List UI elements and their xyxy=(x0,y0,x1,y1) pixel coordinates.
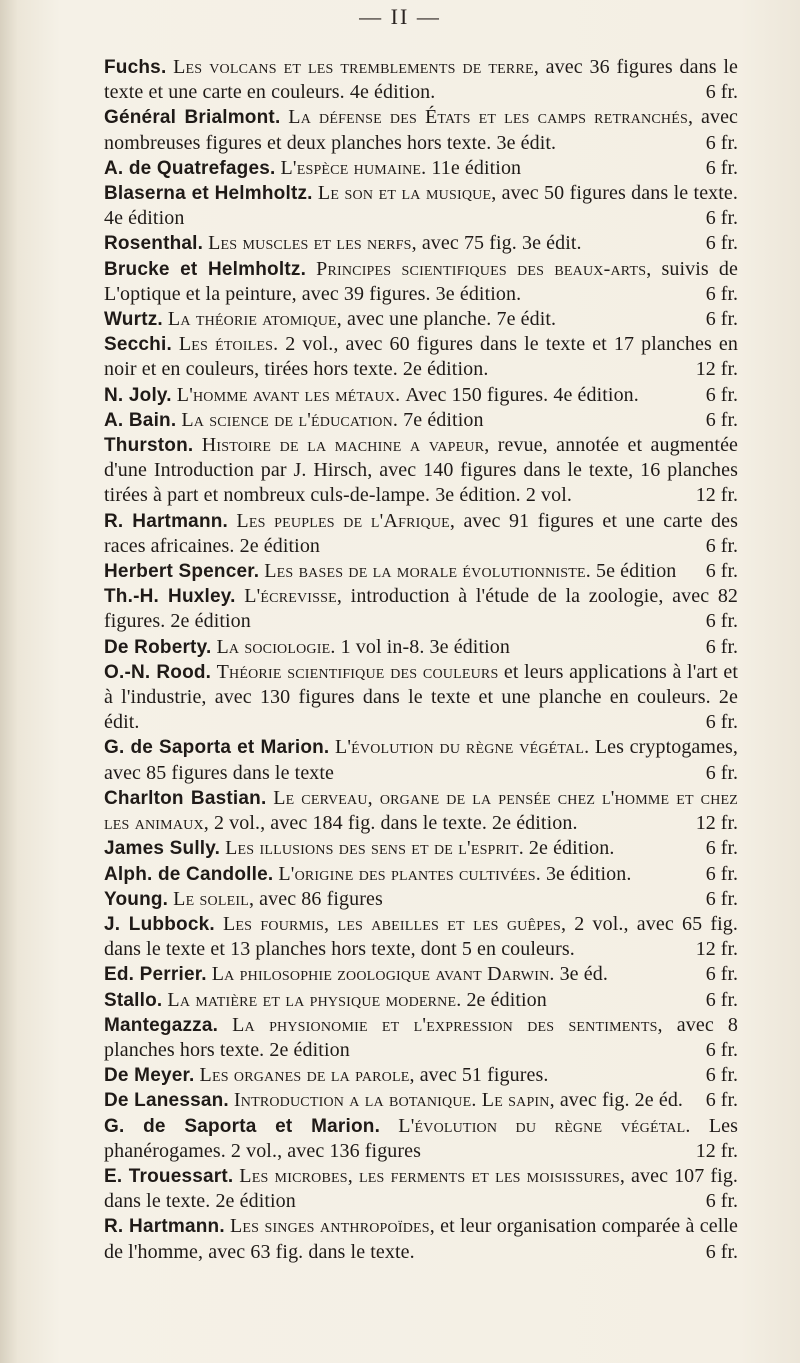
catalog-entry xyxy=(104,1214,738,1264)
entry-price: 6 fr. xyxy=(705,156,738,179)
entry-title: La philosophie zoologique avant Darwin. xyxy=(211,963,555,986)
entry-title: Les singes anthropoïdes, xyxy=(229,1215,435,1238)
entry-details: 2e édition. xyxy=(528,837,615,860)
entry-details: avec 51 figures. xyxy=(419,1064,549,1087)
entry-author: Secchi. xyxy=(104,334,172,356)
entry-details: avec 50 figures dans le texte. 4e édition xyxy=(104,182,739,230)
entry-author: J. Lubbock. xyxy=(104,913,215,935)
entry-details: avec fig. 2e éd. xyxy=(559,1089,684,1112)
catalog-entry xyxy=(104,383,738,408)
entry-author: Herbert Spencer. xyxy=(104,561,260,583)
entry-price: 6 fr. xyxy=(705,887,738,910)
entry-details: revue, annotée et augmentée d'une Introduction par J. Hirsch, avec 140 figures dans le texte, 16 planches tirées à part et nombreux culs-de-lampe. 3e édition. 2 vol. xyxy=(104,434,739,507)
entry-details: 3e édition. xyxy=(545,862,632,885)
catalog-entry xyxy=(104,257,738,307)
entry-author: Général Brialmont. xyxy=(104,107,281,129)
entry-price: 6 fr. xyxy=(705,1089,738,1112)
entry-title: Histoire de la machine a vapeur, xyxy=(201,434,490,457)
entry-author: De Lanessan. xyxy=(104,1090,229,1112)
entry-price: 12 fr. xyxy=(695,812,738,835)
entry-author: Blaserna et Helmholtz. xyxy=(104,183,313,205)
entry-author: Charlton Bastian. xyxy=(104,787,267,809)
entry-author: E. Trouessart. xyxy=(104,1165,234,1187)
entry-details: avec une planche. 7e édit. xyxy=(346,308,557,331)
entry-price: 6 fr. xyxy=(705,711,738,734)
entry-details: suivis de L'optique et la peinture, avec 39 figures. 3e édition. xyxy=(104,257,739,305)
entry-title: Les muscles et les nerfs, xyxy=(208,232,417,255)
entry-author: O.-N. Rood. xyxy=(104,661,212,683)
entry-author: Alph. de Candolle. xyxy=(104,863,274,885)
entry-author: Rosenthal. xyxy=(104,233,204,255)
entry-author: Young. xyxy=(104,888,169,910)
catalog-entry xyxy=(104,912,738,962)
entry-price: 12 fr. xyxy=(695,358,738,381)
catalog-entry xyxy=(104,1114,738,1164)
catalog-entry xyxy=(104,1063,738,1088)
catalog-entry xyxy=(104,836,738,861)
entry-details: 2e édition xyxy=(466,988,547,1011)
entry-details: avec 8 planches hors texte. 2e édition xyxy=(104,1013,739,1061)
entry-price: 6 fr. xyxy=(705,635,738,658)
entry-title: Théorie scientifique des couleurs xyxy=(216,660,499,683)
entry-details: Les phanérogames. 2 vol., avec 136 figures xyxy=(104,1114,739,1162)
entry-price: 6 fr. xyxy=(705,81,738,104)
entry-details: et leurs applications à l'art et à l'industrie, avec 130 figures dans le texte et une planche en couleurs. 2e édit. xyxy=(104,660,739,734)
entry-price: 6 fr. xyxy=(705,1240,738,1263)
catalog-entry xyxy=(104,55,738,105)
entry-details: Avec 150 figures. 4e édition. xyxy=(405,383,639,406)
entry-details: et leur organisation comparée à celle de l'homme, avec 63 fig. dans le texte. xyxy=(104,1215,738,1263)
entry-author: Mantegazza. xyxy=(104,1014,219,1036)
catalog-entry xyxy=(104,786,738,836)
catalog-entry xyxy=(104,332,738,382)
entry-author: Stallo. xyxy=(104,989,163,1011)
entry-details: 11e édition xyxy=(431,156,522,179)
entry-price: 6 fr. xyxy=(705,534,738,557)
entry-title: Les fourmis, les abeilles et les guêpes, xyxy=(222,912,567,935)
catalog-entry xyxy=(104,862,738,887)
catalog-entry xyxy=(104,660,738,736)
entry-details: 7e édition xyxy=(403,408,484,431)
catalog-entry xyxy=(104,105,738,155)
entry-price: 6 fr. xyxy=(705,761,738,784)
entry-author: De Roberty. xyxy=(104,636,212,658)
entry-title: Le cerveau, organe de la pensée chez l'homme et chez les animaux, xyxy=(104,786,739,835)
entry-author: De Meyer. xyxy=(104,1065,195,1087)
catalog-entry xyxy=(104,181,738,231)
entry-title: La théorie atomique, xyxy=(167,308,342,331)
entry-details: 2 vol., avec 184 fig. dans le texte. 2e édition. xyxy=(213,812,578,835)
entry-price: 6 fr. xyxy=(705,1064,738,1087)
entry-title: Les microbes, les ferments et les moisissures, xyxy=(239,1164,626,1187)
entry-price: 6 fr. xyxy=(705,963,738,986)
entry-title: Introduction a la botanique. Le sapin, xyxy=(233,1089,555,1112)
entry-author: James Sully. xyxy=(104,838,221,860)
catalog-entry xyxy=(104,559,738,584)
entry-title: Les étoiles. xyxy=(178,333,279,356)
entry-price: 6 fr. xyxy=(705,1190,738,1213)
entry-author: R. Hartmann. xyxy=(104,510,229,532)
catalog-entry xyxy=(104,735,738,785)
catalog-entry xyxy=(104,1013,738,1063)
catalog-entry xyxy=(104,988,738,1013)
entry-author: G. de Saporta et Marion. xyxy=(104,1115,381,1137)
entry-details: 3e éd. xyxy=(559,963,608,986)
page-number-header: — II — xyxy=(359,4,441,29)
entry-details: introduction à l'étude de la zoologie, avec 82 figures. 2e édition xyxy=(104,585,739,633)
entry-author: Thurston. xyxy=(104,435,194,457)
entry-title: L'évolution du règne végétal. xyxy=(334,736,590,759)
entry-title: La matière et la physique moderne. xyxy=(167,988,462,1011)
entry-author: Ed. Perrier. xyxy=(104,964,207,986)
entry-details: avec 107 fig. dans le texte. 2e édition xyxy=(104,1164,739,1213)
entry-price: 6 fr. xyxy=(705,862,738,885)
entry-price: 6 fr. xyxy=(705,988,738,1011)
entry-title: La sociologie. xyxy=(216,635,336,658)
entry-author: G. de Saporta et Marion. xyxy=(104,737,330,759)
catalog-entry xyxy=(104,408,738,433)
entry-price: 6 fr. xyxy=(705,131,738,154)
catalog-entry xyxy=(104,231,738,256)
catalog-entry xyxy=(104,433,738,509)
entry-title: Les organes de la parole, xyxy=(199,1064,415,1087)
entry-price: 6 fr. xyxy=(705,207,738,230)
entry-price: 12 fr. xyxy=(695,938,738,961)
entry-price: 6 fr. xyxy=(705,383,738,406)
entry-details: 5e édition xyxy=(595,560,677,583)
catalog-entry xyxy=(104,156,738,181)
entry-author: A. de Quatrefages. xyxy=(104,157,276,179)
entry-title: L'origine des plantes cultivées. xyxy=(278,862,541,885)
catalog-entry xyxy=(104,1088,738,1113)
entry-title: La défense des États et les camps retranchés, xyxy=(288,106,694,129)
entry-price: 12 fr. xyxy=(695,1139,738,1162)
entry-title: L'écrevisse, xyxy=(244,585,343,608)
entry-author: A. Bain. xyxy=(104,409,177,431)
entry-price: 6 fr. xyxy=(705,837,738,860)
entry-author: Wurtz. xyxy=(104,309,163,331)
entry-price: 6 fr. xyxy=(705,1038,738,1061)
catalog-entry xyxy=(104,962,738,987)
catalog-entry xyxy=(104,1164,738,1214)
entry-title: Les bases de la morale évolutionniste. xyxy=(264,560,591,583)
entry-details: Les cryptogames, avec 85 figures dans le texte xyxy=(104,736,739,784)
entry-details: 2 vol., avec 65 fig. dans le texte et 13 planches hors texte, dont 5 en couleurs. xyxy=(104,912,739,961)
entry-author: R. Hartmann. xyxy=(104,1216,225,1238)
entry-title: Principes scientifiques des beaux-arts, xyxy=(316,257,652,280)
entry-price: 6 fr. xyxy=(705,610,738,633)
entry-details: avec 86 figures xyxy=(259,887,383,910)
entry-title: Le soleil, xyxy=(173,887,255,910)
entry-details: avec nombreuses figures et deux planches hors texte. 3e édit. xyxy=(104,106,739,154)
entry-price: 6 fr. xyxy=(705,232,738,255)
entry-author: N. Joly. xyxy=(104,384,172,406)
entry-details: 2 vol., avec 60 figures dans le texte et 17 planches en noir et en couleurs, tirées hors texte. 2e édition. xyxy=(104,333,738,381)
entry-title: Les illusions des sens et de l'esprit. xyxy=(225,837,524,860)
catalog-entry xyxy=(104,307,738,332)
entry-author: Th.-H. Huxley. xyxy=(104,586,236,608)
entry-title: L'homme avant les métaux. xyxy=(176,383,401,406)
entry-title: L'évolution du règne végétal. xyxy=(398,1114,691,1137)
entry-price: 6 fr. xyxy=(705,408,738,431)
entry-details: 1 vol in-8. 3e édition xyxy=(340,635,510,658)
entry-title: La science de l'éducation. xyxy=(181,408,399,431)
entry-title: L'espèce humaine. xyxy=(280,156,427,179)
catalog-list xyxy=(104,55,738,1265)
entry-author: Fuchs. xyxy=(104,57,167,78)
entry-title: Les volcans et les tremblements de terre, xyxy=(173,56,539,78)
entry-author: Brucke et Helmholtz. xyxy=(104,258,307,280)
entry-title: Les peuples de l'Afrique, xyxy=(236,509,456,532)
entry-details: avec 75 fig. 3e édit. xyxy=(421,232,582,255)
entry-details: avec 91 figures et une carte des races africaines. 2e édition xyxy=(104,509,739,557)
entry-price: 6 fr. xyxy=(705,560,738,583)
catalog-entry xyxy=(104,635,738,660)
entry-title: La physionomie et l'expression des sentiments, xyxy=(232,1013,663,1036)
entry-price: 12 fr. xyxy=(695,484,738,507)
entry-details: avec 36 figures dans le texte et une carte en couleurs. 4e édition. xyxy=(104,56,739,104)
entry-title: Le son et la musique, xyxy=(317,182,497,205)
catalog-entry xyxy=(104,509,738,559)
catalog-entry xyxy=(104,584,738,634)
catalog-entry xyxy=(104,887,738,912)
entry-price: 6 fr. xyxy=(705,308,738,331)
entry-price: 6 fr. xyxy=(705,282,738,305)
